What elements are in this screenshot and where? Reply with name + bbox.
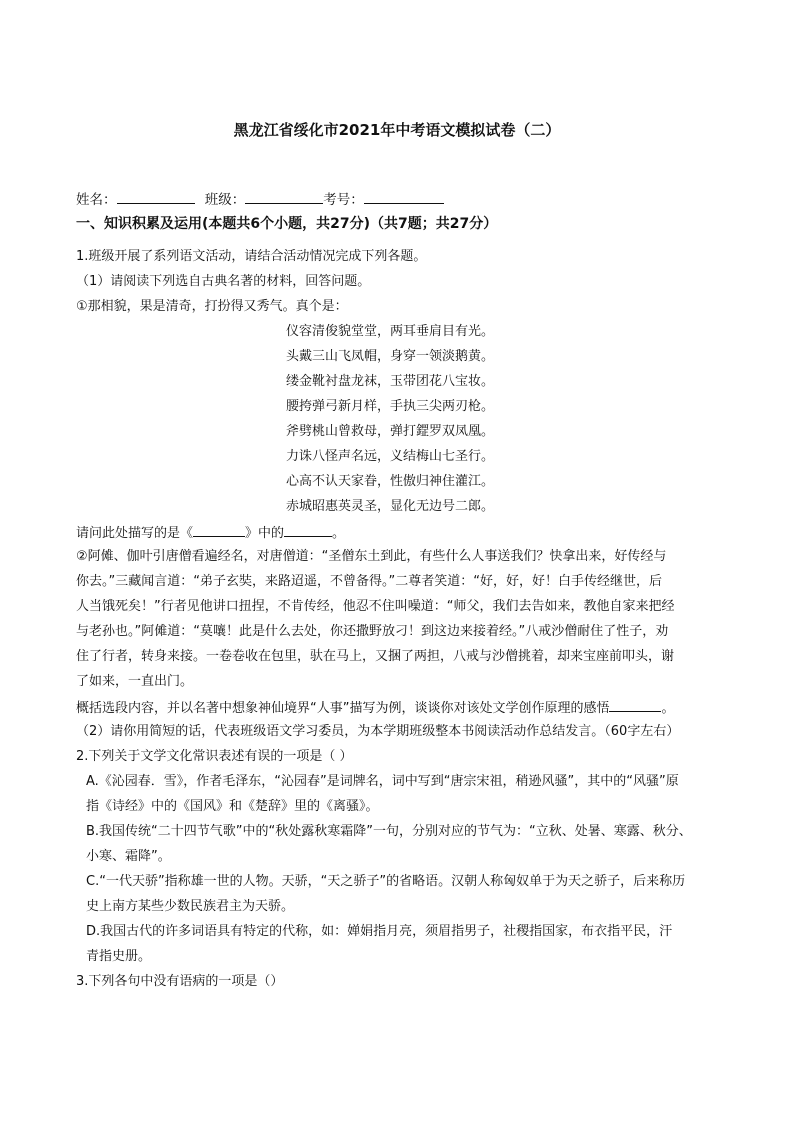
question-1-ask xyxy=(76,524,345,542)
poem-line: 赤城昭惠英灵圣，显化无边号二郎。 xyxy=(286,499,495,514)
ask-part-c: 。 xyxy=(332,526,346,541)
option-c: C.“一代天骄”指称雄一世的人物。天骄，“天之骄子”的省略语。汉朝人称匈奴单于为天之骄子，后来称历 xyxy=(86,874,686,889)
poem-line: 腰挎弹弓新月样，手执三尖两刃枪。 xyxy=(286,399,495,414)
poem-line: 头戴三山飞凤帽，身穿一领淡鹅黄。 xyxy=(286,349,495,364)
material-2-question xyxy=(76,699,675,717)
section-heading: 一、知识积累及运用(本题共6个小题，共27分)（共7题；共27分） xyxy=(76,216,498,232)
material-2-line: ②阿傩、伽叶引唐僧看遍经名，对唐僧道：“圣僧东土到此，有些什么人事送我们？快拿出来，好传经与 xyxy=(76,549,667,564)
poem-line: 缕金靴衬盘龙袜，玉带团花八宝妆。 xyxy=(286,374,495,389)
class-blank[interactable] xyxy=(245,191,323,204)
material-2-line: 你去。”三藏闻言道：“弟子玄奘，来路迢遥，不曾备得。”二尊者笑道：“好，好，好！白手传经继世，后 xyxy=(76,574,662,589)
question-3-stem: 3.下列各句中没有语病的一项是（） xyxy=(76,974,284,989)
option-a-cont: 指《诗经》中的《国风》和《楚辞》里的《离骚》。 xyxy=(86,799,379,814)
question-1-sub-2: （2）请你用简短的话，代表班级语文学习委员，为本学期班级整本书阅读活动作总结发言。（60字左右） xyxy=(76,724,680,739)
character-blank[interactable] xyxy=(284,524,332,537)
material-2-question-end: 。 xyxy=(661,701,675,716)
exam-no-blank[interactable] xyxy=(364,191,444,204)
student-info-row xyxy=(76,191,444,208)
option-c-cont: 史上南方某些少数民族君主为天骄。 xyxy=(86,899,295,914)
option-d: D.我国古代的许多词语具有特定的代称，如：婵娟指月亮，须眉指男子，社稷指国家，布衣指平民，汗 xyxy=(86,924,673,939)
material-2-line: 人当饿死矣！”行者见他讲口扭捏，不肯传经，他忍不住叫噪道：“师父，我们去告如来，教他自家来把经 xyxy=(76,599,675,614)
question-1-stem: 1.班级开展了系列语文活动，请结合活动情况完成下列各题。 xyxy=(76,249,427,264)
poem-line: 斧劈桃山曾救母，弹打鎠罗双凤凰。 xyxy=(286,424,495,439)
poem-line: 心高不认天家眷，性傲归神住灌江。 xyxy=(286,474,495,489)
name-blank[interactable] xyxy=(117,191,195,204)
ask-part-a: 请问此处描写的是《 xyxy=(76,526,194,541)
material-1-intro: ①那相貌，果是清奇，打扮得又秀气。真个是： xyxy=(76,299,348,314)
poem-line: 力诛八怪声名远，义结梅山七圣行。 xyxy=(286,449,495,464)
question-2-stem: 2.下列关于文学文化常识表述有误的一项是（ ） xyxy=(76,749,353,764)
poem-line: 仪容清俊貌堂堂，两耳垂肩目有光。 xyxy=(286,324,495,339)
insight-blank[interactable] xyxy=(609,699,661,712)
exam-title: 黑龙江省绥化市2021年中考语文模拟试卷（二） xyxy=(233,121,561,139)
exam-no-label: 考号： xyxy=(323,192,364,208)
material-2-question-text: 概括选段内容，并以名著中想象神仙境界“人事”描写为例，谈谈你对该处文学创作原理的感悟 xyxy=(76,701,610,716)
question-1-sub-1: （1）请阅读下列选自古典名著的材料，回答问题。 xyxy=(76,274,371,289)
name-label: 姓名： xyxy=(76,192,117,208)
material-2-line: 住了行者，转身来接。一卷卷收在包里，驮在马上，又捆了两担，八戒与沙僧挑着，却来宝座前叩头，谢 xyxy=(76,649,675,664)
class-label: 班级： xyxy=(204,192,246,208)
option-b-cont: 小寒、霜降”。 xyxy=(86,849,171,864)
material-2-line: 了如来，一直出门。 xyxy=(76,674,194,689)
option-b: B.我国传统“二十四节气歌”中的“秋处露秋寒霜降”一句，分别对应的节气为：“立秋、处暑、寒露、秋分、 xyxy=(86,824,692,839)
option-a: A.《沁园春．雪》，作者毛泽东，“沁园春”是词牌名，词中写到“唐宗宋祖，稍逊风骚”，其中的“风骚”原 xyxy=(86,774,679,789)
ask-part-b: 》中的 xyxy=(245,526,285,541)
book-title-blank[interactable] xyxy=(193,524,245,537)
option-d-cont: 青指史册。 xyxy=(86,949,152,964)
material-2-line: 与老孙也。”阿傩道：“莫嚷！此是什么去处，你还撒野放刁！到这边来接着经。”八戒沙僧耐住了性子，劝 xyxy=(76,624,669,639)
